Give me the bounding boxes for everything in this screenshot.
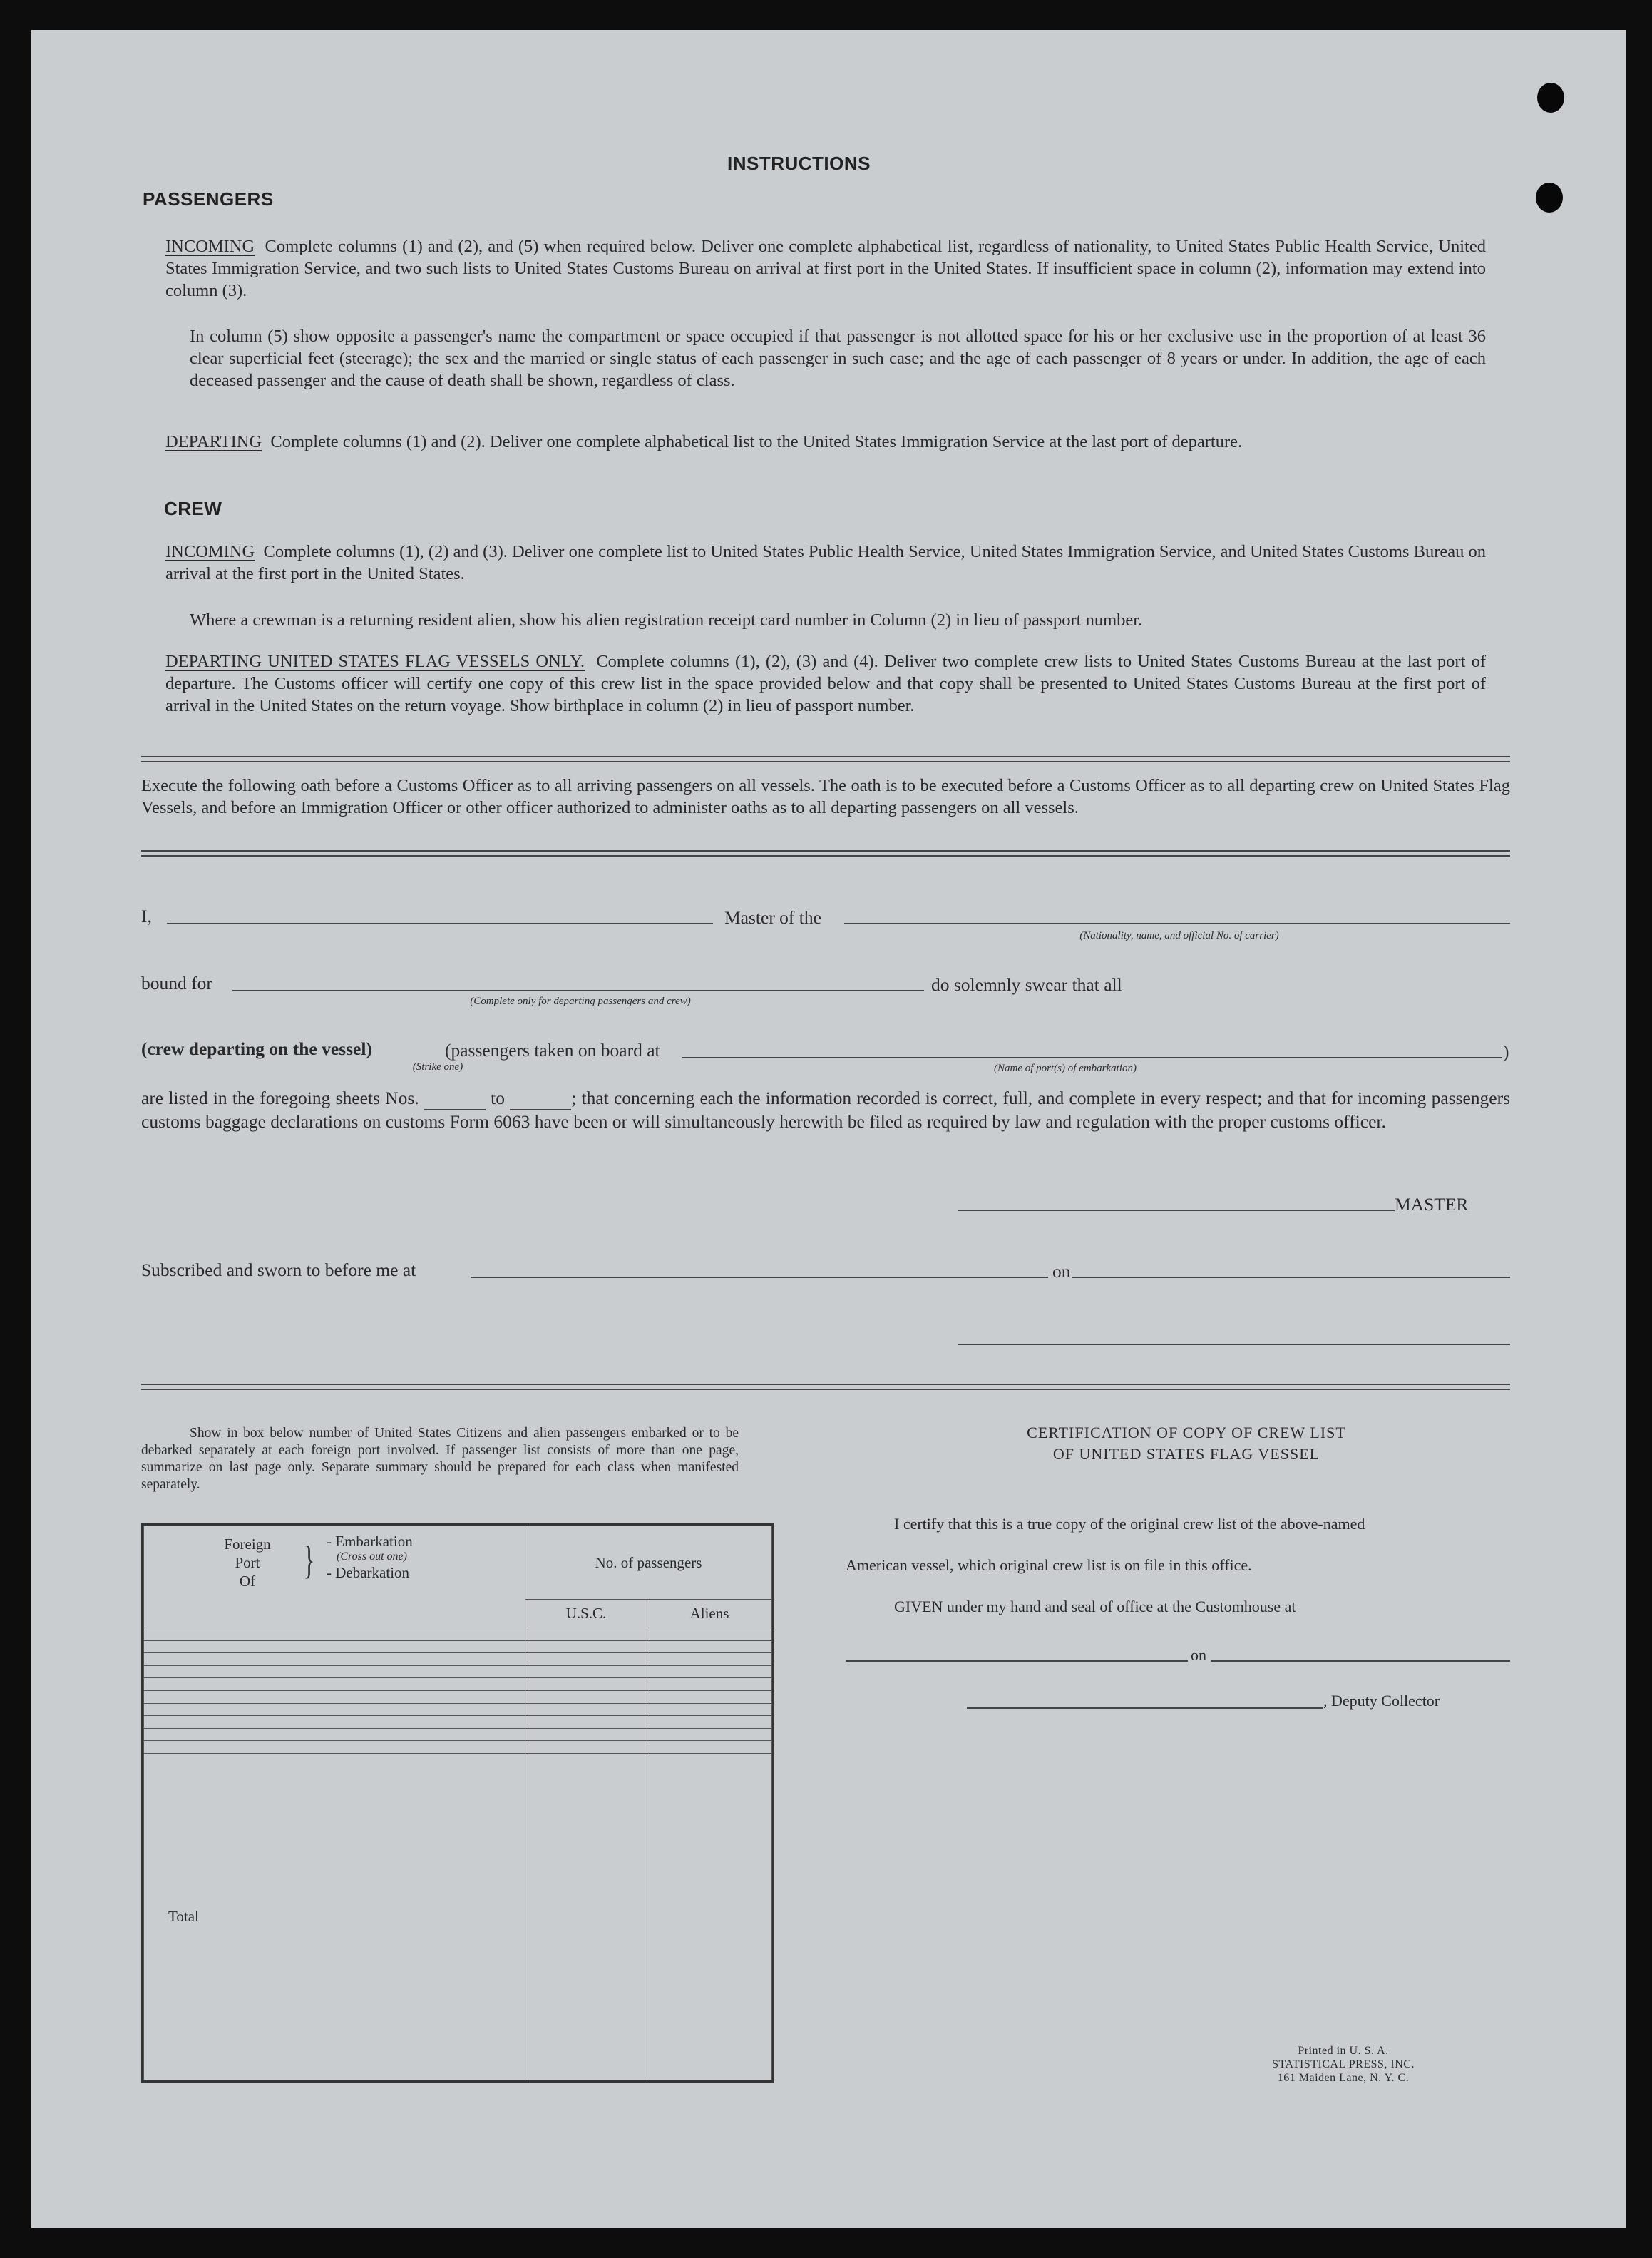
aliens-cell[interactable] [647,1691,772,1704]
table-row [144,1703,772,1716]
debarkation-label: - Debarkation [327,1564,410,1581]
deputy-collector-label: , Deputy Collector [1323,1692,1440,1710]
departing-text: Complete columns (1) and (2). Deliver one complete alphabetical list to the United States Immigration Service at the last port of departure. [270,432,1243,451]
table-row [144,1741,772,1754]
sworn-place-field[interactable] [471,1277,1048,1278]
cert-on-label: on [1191,1646,1206,1664]
oath-intro: Execute the following oath before a Customs Officer as to all arriving passengers on all vessels. The oath is to be executed before a Customs Officer as to all departing crew on United States Flag Vessels, and before an Immigration Officer or other officer authorized to administer oaths as to all departing passengers on all vessels. [141,776,1510,817]
total-label: Total [144,1754,525,2080]
of-label: Of [239,1573,256,1590]
printer-imprint [1236,2044,1450,2085]
crew-departing-text: Complete columns (1), (2), (3) and (4). Deliver two complete crew lists to United States Customs Bureau at the last port of departure. The Customs officer will certify one copy of this crew list in the space provided below and that copy shall be presented to United States Customs Bureau at the first port of arrival in the United States on the return voyage. Show birthplace in column (2) in lieu of passport number. [165,652,1486,715]
port-cell[interactable] [144,1741,525,1754]
carrier-field[interactable] [844,923,1510,924]
master-of-the-label: Master of the [724,907,821,928]
double-rule [141,1384,1510,1390]
instructions-title: INSTRUCTIONS [727,153,871,174]
usc-cell[interactable] [525,1640,647,1653]
table-row [144,1728,772,1741]
carrier-note: (Nationality, name, and official No. of carrier) [1079,930,1279,941]
crew-departing-bold: (crew departing on the vessel) [141,1038,372,1059]
passengers-incoming-paragraph [165,235,1486,302]
certification-title [873,1422,1500,1465]
usc-cell[interactable] [525,1741,647,1754]
table-row [144,1640,772,1653]
to-label: to [491,1088,505,1108]
cert-certify-text: I certify that this is a true copy of the original crew list of the above-named [894,1515,1365,1533]
passengers-taken-label: (passengers taken on board at [445,1040,660,1061]
crew-departing-paragraph [165,650,1486,717]
embarkation-port-field[interactable] [682,1057,1502,1058]
table-row [144,1716,772,1729]
aliens-cell[interactable] [647,1665,772,1678]
usc-cell[interactable] [525,1716,647,1729]
strike-one-note: (Strike one) [412,1061,463,1073]
cert-title-line1: CERTIFICATION OF COPY OF CREW LIST [1027,1424,1346,1441]
crew-incoming-text: Complete columns (1), (2) and (3). Deliver one complete list to United States Public Health Service, United States Immigration Service, and United States Customs Bureau on arrival at the first port in the United States. [165,542,1486,583]
bound-note: (Complete only for departing passengers and crew) [470,996,691,1007]
table-row [144,1665,772,1678]
cert-title-line2: OF UNITED STATES FLAG VESSEL [1052,1445,1320,1463]
sheet-to-field[interactable] [510,1087,571,1110]
crew-incoming-paragraph [165,541,1486,585]
crew-departing-option [141,1038,372,1060]
passengers-departing-paragraph [165,431,1486,453]
sworn-on-label: on [1052,1261,1071,1282]
crew-heading: CREW [164,498,222,519]
customhouse-field[interactable] [846,1660,1188,1662]
aliens-total-cell[interactable] [647,1754,772,2080]
summary-note: Show in box below number of United States Citizens and alien passengers embarked or to be debarked separately at each foreign port involved. If passenger list consists of more than one page, summarize on last page only. Separate summary should be prepared for each class when manifested separately. [141,1426,739,1492]
total-row [144,1754,772,2080]
embarkation-label: - Embarkation [327,1533,413,1550]
crew-incoming-label: INCOMING [165,542,255,561]
usc-cell[interactable] [525,1678,647,1691]
crewman-paragraph: Where a crewman is a returning resident alien, show his alien registration receipt card number in Column (2) in lieu of passport number. [190,611,1143,630]
brace: } [303,1538,315,1583]
passenger-summary-table [141,1523,774,2083]
usc-cell[interactable] [525,1665,647,1678]
usc-cell[interactable] [525,1728,647,1741]
master-label: MASTER [1395,1194,1469,1215]
officer-signature-field[interactable] [958,1344,1510,1345]
departing-label: DEPARTING [165,432,262,451]
column5-paragraph: In column (5) show opposite a passenger's name the compartment or space occupied if that passenger is not allotted space for his or her exclusive use in the proportion of at least 36 clear superficial feet (steerage); the sex and the married or single status of each passenger in such case; and the age of each passenger of 8 years or under. In addition, the age of each deceased passenger and the cause of death shall be shown, regardless of class. [190,327,1486,390]
cert-date-field[interactable] [1211,1660,1510,1662]
passengers-heading: PASSENGERS [143,188,274,210]
usc-cell[interactable] [525,1691,647,1704]
embarkation-note: (Name of port(s) of embarkation) [994,1063,1137,1074]
close-paren: ) [1503,1041,1509,1062]
i-label: I, [141,906,152,926]
no-passengers-header: No. of passengers [525,1526,772,1600]
usc-cell[interactable] [525,1703,647,1716]
usc-cell[interactable] [525,1628,647,1641]
port-cell[interactable] [144,1728,525,1741]
incoming-text: Complete columns (1) and (2), and (5) when required below. Deliver one complete alphabetical list, regardless of nationality, to United States Public Health Service, United States Immigration Service, and two such lists to United States Customs Bureau on arrival at first port in the United States. If insufficient space in column (2), information may extend into column (3). [165,237,1486,300]
aliens-cell[interactable] [647,1703,772,1716]
punch-hole [1537,83,1564,113]
sworn-date-field[interactable] [1072,1277,1510,1278]
double-rule [141,850,1510,857]
cert-american-text: American vessel, which original crew list is on file in this office. [846,1556,1252,1574]
aliens-header: Aliens [647,1600,772,1628]
port-cell[interactable] [144,1716,525,1729]
deputy-signature-field[interactable] [967,1707,1323,1709]
usc-cell[interactable] [525,1653,647,1666]
port-cell[interactable] [144,1678,525,1691]
port-cell[interactable] [144,1665,525,1678]
bound-for-field[interactable] [232,990,924,991]
incoming-label: INCOMING [165,237,255,256]
sheet-from-field[interactable] [424,1087,486,1110]
aliens-cell[interactable] [647,1728,772,1741]
aliens-cell[interactable] [647,1640,772,1653]
punch-hole [1536,183,1563,213]
port-cell[interactable] [144,1703,525,1716]
sheets-paragraph [141,1087,1510,1133]
port-cell[interactable] [144,1653,525,1666]
port-cell[interactable] [144,1691,525,1704]
crew-departing-label: DEPARTING UNITED STATES FLAG VESSELS ONLY. [165,652,585,671]
printer-line3: 161 Maiden Lane, N. Y. C. [1277,2072,1410,2084]
cross-out-label: (Cross out one) [337,1551,407,1563]
port-header-cell [144,1526,525,1628]
aliens-cell[interactable] [647,1678,772,1691]
master-name-field[interactable] [167,923,713,924]
aliens-cell[interactable] [647,1741,772,1754]
printer-line1: Printed in U. S. A. [1298,2045,1389,2057]
port-cell[interactable] [144,1628,525,1641]
table-row [144,1653,772,1666]
foreign-label: Foreign [224,1536,271,1553]
aliens-cell[interactable] [647,1716,772,1729]
sheets-text: ; that concerning each the information recorded is correct, full, and complete in every respect; and that for incoming passengers customs baggage declarations on customs Form 6063 have been or will simultaneously herewith be filed as required by law and regulation with the proper customs officer. [141,1088,1511,1132]
table-row [144,1628,772,1641]
port-label: Port [235,1554,260,1571]
aliens-cell[interactable] [647,1628,772,1641]
printer-line2: STATISTICAL PRESS, INC. [1272,2058,1415,2070]
subscribed-label: Subscribed and sworn to before me at [141,1260,416,1280]
bound-for-label: bound for [141,973,212,993]
usc-total-cell[interactable] [525,1754,647,2080]
table-row [144,1691,772,1704]
solemnly-label: do solemnly swear that all [931,974,1122,995]
sheets-prefix: are listed in the foregoing sheets Nos. [141,1088,419,1108]
form-sheet [31,30,1626,2228]
double-rule [141,756,1510,762]
cert-given-text: GIVEN under my hand and seal of office at the Customhouse at [894,1598,1296,1615]
table-row [144,1678,772,1691]
usc-header: U.S.C. [525,1600,647,1628]
port-cell[interactable] [144,1640,525,1653]
aliens-cell[interactable] [647,1653,772,1666]
master-signature-field[interactable] [958,1210,1395,1211]
